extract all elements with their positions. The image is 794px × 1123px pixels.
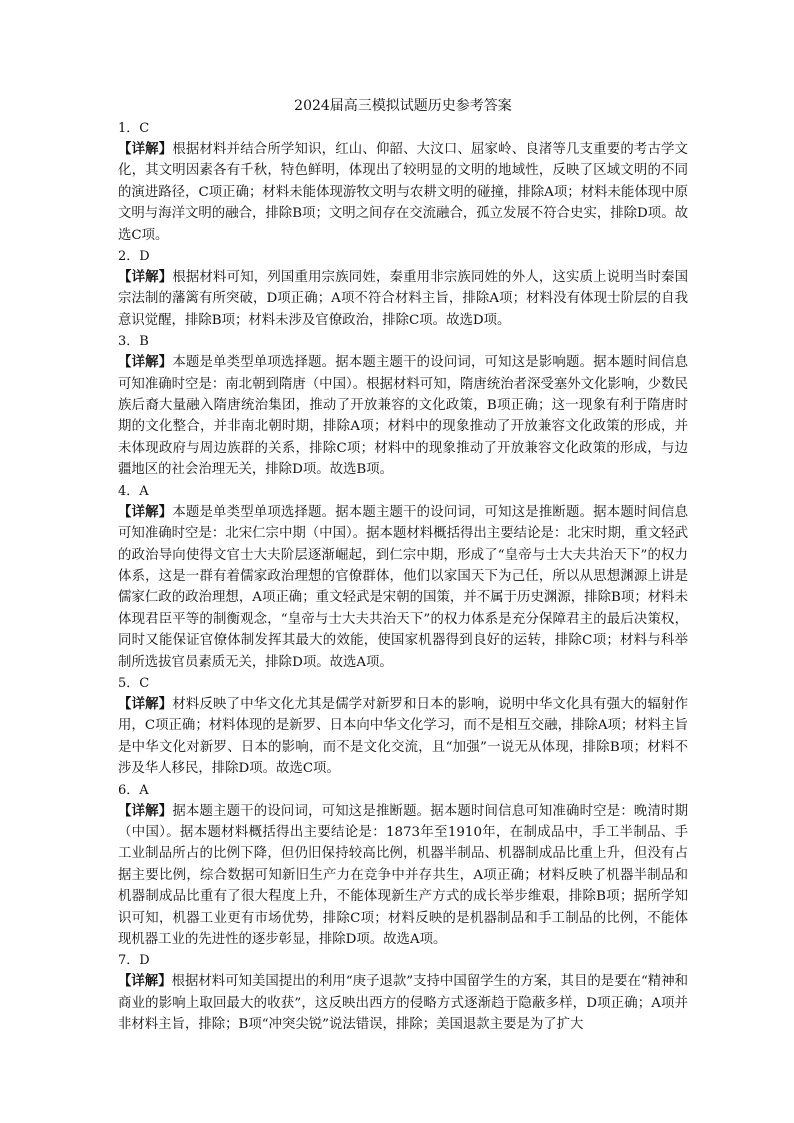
document-title: 2024届高三模拟试题历史参考答案 (294, 98, 512, 114)
explanation-tag: 【详解】 (118, 354, 173, 371)
explanation-tag: 【详解】 (118, 695, 173, 712)
answer-label: 4．A (118, 483, 149, 499)
answer-label: 1．C (118, 121, 150, 136)
explanation-text: 根据材料并结合所学知识，红山、仰韶、大汶口、屈家岭、良渚等几支重要的考古学文化，其文明因素各有千秋，特色鲜明，体现出了较明显的文明的地域性，反映了区域文明的不同的演进路径，C项正确；材料未能体现游牧文明与农耕文明的碰撞，排除A项；材料未能体现中原文明与海洋文明的融合，排除B项；文明之间存在交流融合，孤立发展不符合史实，排除D项。故选C项。 (118, 142, 689, 243)
question-1 (118, 118, 688, 246)
explanation-tag: 【详解】 (118, 141, 173, 157)
question-7 (118, 950, 688, 1035)
explanation-text: 本题是单类型单项选择题。据本题主题干的设问词，可知这是推断题。据本题时间信息可知准确时空是：北宋仁宗中期（中国）。据本题材料概括得出主要结论是：北宋时期，重文轻武的政治导向使得文官士大夫阶层逐渐崛起，到仁宗中期，形成了“皇帝与士大夫共治天下”的权力体系，这是一群有着儒家政治理想的官僚群体，他们以家国天下为己任，所以从思想渊源上讲是儒家仁政的政治理想，A项正确；重文轻武是宋朝的国策，并不属于历史渊源，排除B项；材料未体现君臣平等的制衡观念，“皇帝与士大夫共治天下”的权力体系是充分保障君主的最后决策权，同时又能保证官僚体制发挥其最大的效能，使国家机器得到良好的运转，排除C项；材料与科举制所选拔官员素质无关，排除D项。故选A项。 (118, 504, 689, 670)
answer-label: 3．B (118, 334, 149, 350)
explanation-paragraph (118, 694, 688, 780)
explanation-text: 根据材料可知，列国重用宗族同姓，秦重用非宗族同姓的外人，这实质上说明当时秦国宗法制的藩篱有所突破，D项正确；A项不符合材料主旨，排除A项；材料没有体现士阶层的自我意识觉醒，排除B项；材料未涉及官僚政治，排除C项。故选D项。 (118, 270, 689, 328)
explanation-text: 据本题主题干的设问词，可知这是推断题。据本题时间信息可知准确时空是：晚清时期（中国）。据本题材料概括得出主要结论是：1873年至1910年，在制成品中，手工半制品、手工业制品所占的比例下降，但仍旧保持较高比例，机器半制品、机器制成品比重上升，但没有占据主要比例，综合数据可知新旧生产力在竞争中并存共生，A项正确；材料反映了机器半制品和机器制成品比重有了很大程度上升，不能体现新生产方式的成长举步维艰，排除B项；据所学知识可知，机器工业更有市场优势，排除C项；材料反映的是机器制品和手工制品的比例，不能体现机器工业的先进性的逐步彰显，排除D项。故选A项。 (118, 803, 689, 947)
answer-label: 7．D (118, 953, 150, 969)
explanation-text: 根据材料可知美国提出的利用“庚子退款”支持中国留学生的方案，其目的是要在“精神和商业的影响上取回最大的收获”，这反映出西方的侵略方式逐渐趋于隐蔽多样，D项正确；A项并非材料主旨，排除；B项“冲突尖锐”说法错误，排除；美国退款主要是为了扩大 (118, 974, 688, 1033)
explanation-tag: 【详解】 (118, 503, 173, 520)
explanation-paragraph (118, 352, 688, 480)
explanation-paragraph (118, 971, 688, 1035)
explanation-tag: 【详解】 (118, 269, 173, 286)
explanation-text: 本题是单类型单项选择题。据本题主题干的设问词，可知这是影响题。据本题时间信息可知准确时空是：南北朝到隋唐（中国）。根据材料可知，隋唐统治者深受塞外文化影响，少数民族后裔大量融入隋唐统治集团，推动了开放兼容的文化政策，B项正确；这一现象有利于隋唐时期的文化整合，并非南北朝时期，排除A项；材料中的现象推动了开放兼容文化政策的形成，并未体现政府与周边族群的关系，排除C项；材料中的现象推动了开放兼容文化政策的形成，与边疆地区的社会治理无关，排除D项。故选B项。 (118, 355, 689, 478)
answer-label: 2．D (118, 249, 150, 265)
question-3 (118, 331, 688, 480)
document-content (118, 94, 688, 1036)
answer-label: 5．C (118, 675, 150, 691)
explanation-paragraph (118, 267, 688, 331)
question-6 (118, 780, 688, 951)
explanation-paragraph (118, 801, 688, 951)
explanation-paragraph (118, 502, 688, 673)
answer-label: 6．A (118, 782, 149, 798)
explanation-tag: 【详解】 (118, 973, 172, 990)
explanation-tag: 【详解】 (118, 802, 173, 819)
explanation-paragraph (118, 139, 688, 246)
question-2 (118, 246, 688, 331)
question-4 (118, 481, 688, 673)
question-5 (118, 673, 688, 780)
explanation-text: 材料反映了中华文化尤其是儒学对新罗和日本的影响，说明中华文化具有强大的辐射作用，C项正确；材料体现的是新罗、日本向中华文化学习，而不是相互交融，排除A项；材料主旨是中华文化对新罗、日本的影响，而不是文化交流，且“加强”一说无从体现，排除B项；材料不涉及华人移民，排除D项。故选C项。 (118, 696, 689, 777)
